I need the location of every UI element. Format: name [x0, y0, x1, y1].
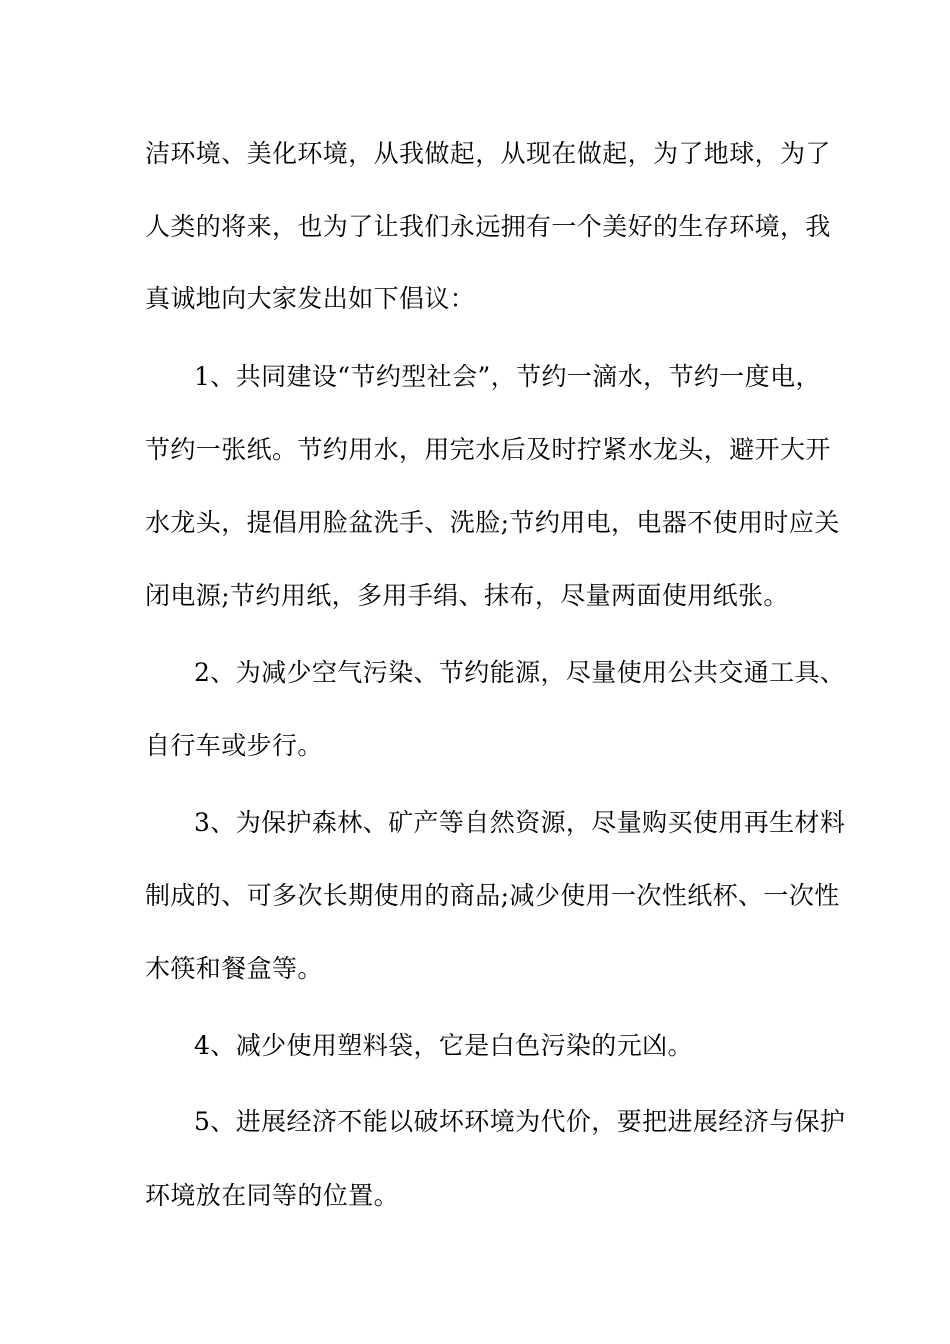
text-line: 真诚地向大家发出如下倡议：: [145, 284, 476, 313]
text-line: 洁环境、美化环境，从我做起，从现在做起，为了地球，为了: [145, 139, 831, 168]
text-line: 自行车或步行。: [145, 731, 323, 760]
list-item-2: 2、为减少空气污染、节约能源，尽量使用公共交通工具、: [194, 658, 846, 687]
text-line: 环境放在同等的位置。: [145, 1181, 400, 1210]
list-item-1: 1、共同建设“节约型社会”，节约一滴水，节约一度电，: [194, 362, 821, 391]
text-line: 制成的、可多次长期使用的商品;减少使用一次性纸杯、一次性: [145, 881, 840, 910]
text-line: 闭电源;节约用纸，多用手绢、抹布，尽量两面使用纸张。: [145, 581, 789, 610]
list-item-3: 3、为保护森林、矿产等自然资源，尽量购买使用再生材料: [194, 808, 846, 837]
text-line: 水龙头，提倡用脸盆洗手、洗脸;节约用电，电器不使用时应关: [145, 508, 840, 537]
text-line: 木筷和餐盒等。: [145, 954, 323, 983]
list-item-4: 4、减少使用塑料袋，它是白色污染的元凶。: [194, 1031, 693, 1060]
list-item-5: 5、进展经济不能以破坏环境为代价，要把进展经济与保护: [194, 1107, 846, 1136]
text-line: 节约一张纸。节约用水，用完水后及时拧紧水龙头，避开大开: [145, 435, 831, 464]
text-line: 人类的将来，也为了让我们永远拥有一个美好的生存环境，我: [145, 212, 831, 241]
